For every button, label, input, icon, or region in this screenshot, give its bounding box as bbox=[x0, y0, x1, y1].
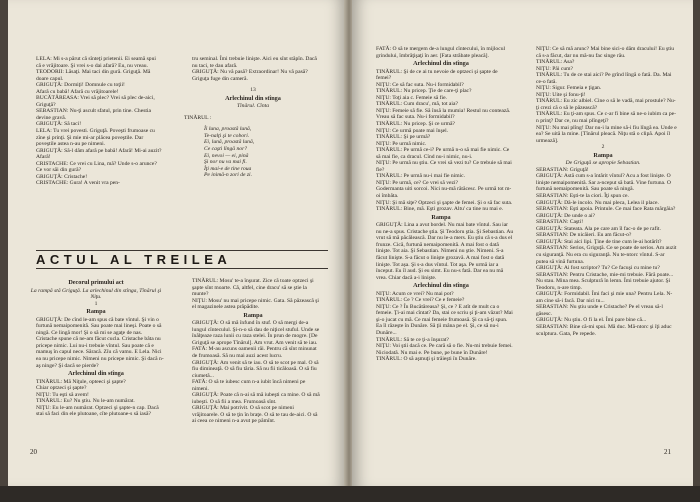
dialogue-line: GRIGUŢĂ: Dă-le incolo. Nu mai pleca, Lelea il place. bbox=[536, 199, 659, 206]
scene-1-number: 1 bbox=[94, 300, 98, 307]
dialogue-line: GRIGUŢĂ: Nu ştiu. O fi la el. Îmi pare bine că... bbox=[536, 317, 647, 324]
dialogue-line: TINĂRUL: Mă Niţule, opteeci şi şapte? bbox=[36, 378, 126, 385]
song-verses bbox=[184, 126, 322, 178]
dialogue-line: NIŢU: Păi cum? bbox=[536, 65, 573, 72]
dialogue-line: CRISTACHE: Ce vrei cu Lina, mă? Unde s-o arunce? Ce vor săi din gură? bbox=[36, 160, 157, 174]
dialogue-line: SEBASTIAN: Serios, Griguţă. Ce se poate de serios. Am auzit cu siguranţă. Nu era cu siguranţă. Nu te-ntorc vîntul. S-ar putea să vină furtuna. bbox=[536, 245, 677, 265]
dialogue-line: TINĂRUL: Să te ce ţi-a înşurat? bbox=[376, 336, 449, 343]
dialogue-line: NIŢU: Sigur. Femeia e ţigan. bbox=[536, 85, 602, 92]
dialogue-line: LELA: Mi s-a părut că sînteţi prietenii. Ei seamă spui că e vrăjitoare. Şi vrei s-o dai afară? Eu, nu vreau. bbox=[36, 56, 156, 69]
dialogue-line: GRIGUŢĂ: Am venit să te iau. O să te scot pe mal. O să fiu dimineaţă. O să fiu tăria. Să nu fii ticăloasă. O să fiu ciumetă... bbox=[192, 359, 319, 379]
dialogue-line: TINĂRUL: Mosu' te-a înşurat. Zice că toate optzeci şi şapte sînt moarte. Că, altfel, cine dracu' să se ştie la munte? bbox=[192, 278, 314, 298]
dialogue-line: NIŢU: Acum ce vrei? Nu mai pot? bbox=[376, 290, 454, 297]
dialogue-line: NIŢU: Femeie să fie. Să însă la mumia! Restul nu contează. Vreau să fac suta. Nu-i formidabil? bbox=[376, 107, 511, 121]
dialogue-line: SEBASTIAN: Caşti! bbox=[536, 219, 584, 226]
verse-line: Îţi mai-e de tine roua bbox=[204, 165, 252, 172]
dialogue-line: GRIGUŢĂ: Astă cum s-a întărit vîntul? Acu a fost linişte. O linişte nemaipomenită. Sar a-nceput să bată. Vine furtuna. O furtună nemaipomenită. Sau poate să ningă. bbox=[536, 173, 671, 193]
rampa-heading-left: Rampa bbox=[243, 311, 263, 319]
dialogue-line: NIŢU: Şi mă siţe? Optzeci şi şapte de femei. Şi o să fac suta. bbox=[376, 199, 513, 206]
act-rule-top bbox=[36, 250, 328, 251]
left-col2-top bbox=[184, 56, 322, 179]
scene-13-number: 13 bbox=[250, 87, 256, 94]
dialogue-line: TINĂRUL: Pe urmă ce-i? Pe urmă n-o să mai fie nimic. Ce să mai fie, ca dracul. Cînd nu-i nimic, nu-i. bbox=[376, 147, 510, 160]
dialogue-line: NIŢU: Eu le-am numărat. Optzeci şi şapte-n cap. Dacă stai să faci din ele plutoane, cîte plutoane-s să iasă? bbox=[36, 404, 159, 418]
decor-heading: Decorul primului act bbox=[68, 279, 124, 286]
dialogue-line: GRIGUŢĂ: O să mă înfund în stuf. O să mergi de-a lungul cînteculul. Şi-n-o să dau de niţicel stuful. Unde se înălţeaze raza lunii cu raza stelei. În prun de mogre. [De Griguţă se aprope Tînărul]. Am vrut. Am venit să te iau. bbox=[192, 320, 320, 346]
dialogue-line: GRIGUŢĂ: De unde o ai? bbox=[536, 212, 596, 219]
scene-2-number: 2 bbox=[601, 144, 605, 151]
dialogue-line: GRIGUŢĂ: Formidabil. Îmi faci şi mie una? Pentru Lela. N-am cine să-i facă. Dar nici tu... bbox=[536, 291, 673, 304]
dialogue-line: GRIGUŢĂ: Stateata. Ala pe care am îl fac-o de pe rafit. bbox=[536, 225, 661, 232]
dialogue-line: SEBASTIAN: Bine că-mi spui. Mă duc. Mă-ntorc şi îţi aduc sculptura. Gata, Pe repede. bbox=[536, 323, 672, 337]
dialogue-line: TINĂRUL: Eu ţi-am spus. Ce c-ar fi bine să ne-o iubim ca pe-n prinţ? Dar ce, nu mai plîngeţi? bbox=[536, 111, 676, 125]
scene-1-rampa: Rampa bbox=[86, 308, 106, 316]
dialogue-line: SEBASTIAN: Nu-ţi ascult sfatul, prin tine. Chestia devine gravă. bbox=[36, 108, 151, 121]
dialogue-line: TINĂRUL: Ce ? Ce vrei? Ce e femeie? bbox=[376, 297, 465, 304]
right-col3 bbox=[368, 46, 514, 363]
right-col4 bbox=[528, 46, 678, 337]
dialogue-line: NIŢU: Voi ştii dacă ce. Pe cară să o fie. Nu-mi trebuie femei. Niciodată. Nu mai e. Pe bune, pe bune în Dunăre! bbox=[376, 343, 513, 356]
dialogue-line: SEBASTIAN: Nu ştiu unde e Cristache? Pe el vreau să-l găsesc. bbox=[536, 304, 663, 317]
act-title: ACTUL AL TREILEA bbox=[36, 252, 232, 267]
left-col1-bottom bbox=[28, 278, 164, 418]
dialogue-line: GRIGUŢĂ: Poate că n-ai să mă iubeşti ca mine. O să mă iubeşti. O să fii a mea. Frumoasă sînt. bbox=[192, 392, 320, 405]
dialogue-line: GRIGUŢĂ: Mai potrivit. O să scot pe nimeni vrăjitoarele. O să te ţin în braţe. O să te tau de-aici. O să ai ceea ce nimeni n-a avut pe pămînt. bbox=[192, 405, 318, 425]
dialogue-line: GRIGUŢĂ: Cristache! bbox=[36, 173, 88, 180]
dialogue-line: GRIGUŢĂ: Dormiţi! Domnule cu toţii! bbox=[36, 82, 125, 89]
dialogue-line: TINĂRUL: Eu? Nu ştiu. Nu le-am numărat. bbox=[36, 398, 135, 405]
page-number-right: 21 bbox=[664, 448, 671, 456]
rampa-heading-right: Rampa bbox=[431, 213, 451, 221]
dialogue-line: GRIGUŢĂ: Stai aici lipi. Ţine de tine cum le-ai hotărît? bbox=[536, 238, 662, 245]
act-rule-bottom bbox=[36, 268, 328, 269]
dialogue-line: SEBASTIAN: Griguţă! bbox=[536, 166, 589, 173]
dialogue-line: SEBASTIAN: Eşti apoia. Printule. Ce mai face Rata mărgăia? bbox=[536, 206, 676, 213]
scene-arlechin-heading: Arlechinul din stînga bbox=[68, 370, 124, 378]
dialogue-line: NIŢU: Ce să fac suta. Nu-i formidabil? bbox=[376, 81, 464, 88]
dialogue-line: GRIGUŢĂ: Ai fost scriptor? Tu? Ce facuşi cu mine tu? bbox=[536, 265, 660, 272]
dialogue-line: NIŢU: Uite şi fonu-ţi! bbox=[536, 91, 586, 98]
dialogue-line: NIŢU: Ce ? În Bucătăreasa? Şi, ce ? E atît de mult ca o femeie. Ţi-ai mai cîntat? Da, stai ce scriu şi ţi-am văzut? Mai şi-o jucat cu mă. Ce mai femeie frumoasă. Şi ca să-ţi spun. Ea îl răzeşte în Dunăre. Să ţii mâna pe el. Şi, ce să nu-i Dunăre... bbox=[376, 303, 513, 336]
dialogue-line: TINĂRUL: Nu pricep. Şi ce urmă? bbox=[376, 121, 455, 128]
decor-description: La rampă stă Griguţă. La arlechinul din stînga, Tînărul şi Niţu. bbox=[30, 287, 162, 301]
scene-13-sub: Tînărul. Cînta bbox=[236, 103, 270, 110]
right-page bbox=[352, 0, 693, 486]
arlechin-heading-top: Arlechinul din stînga bbox=[413, 60, 469, 68]
book-bottom-edge bbox=[0, 486, 700, 502]
arlechin-heading-right: Arlechinul din stînga bbox=[413, 282, 469, 290]
left-col1-top bbox=[28, 56, 162, 187]
dialogue-line: NIŢU: Ce urmă poate mai înşel. bbox=[376, 127, 449, 134]
dialogue-line: TINĂRUL: Şi pe urmă? bbox=[376, 134, 431, 141]
dialogue-line: TINĂRUL: Tu de ce stai aici? Pe grînd lîngă o fată. Da. Mai ce-o fată. bbox=[536, 72, 672, 85]
dialogue-line: NIŢU: Mosu' nu mai pricepe nimic. Gata. Să păzească şi el magazinele astea prăpădite. bbox=[192, 297, 319, 311]
dialogue-line: Griguţa fuge din cameră. bbox=[192, 75, 248, 82]
dialogue-line: GRIGUŢĂ: Să-l dăm afară pe babă! Afară! Mi-ai auzit? Afară! bbox=[36, 147, 162, 161]
scene-2-sub: De Griguţă se apropie Sebastian. bbox=[565, 160, 641, 167]
verse-line: Şi nor nu va mai fi. bbox=[204, 159, 247, 166]
dialogue-line: GRIGUŢĂ: Lina a avut bordel. Nu mai bate vîntul. Sau iar nu ne-a spus. Cristache ştia. Şi Teodoru ştia. Şi Sebastian. Au vrut să mă păcălească. Dar nu le-a mers. Eu ştiu că s-a dus el frunze. Cică, furtună nemaipomenită. A mai fost o dată linişte. Tot aia. Şi Sebastian. Nimeni nu ştie. Nimeni. S-a făcut linişte. S-a făcut o linişte grozavă. A mai fost o dată linişte. Tot așa. Şi s-a dus vîntul. Tot aşa. Pe urmă iar a început. Eu îl aud. Şi eu simt. Eu nu-s fată. Dar ea nu mă vrea. Chiar dacă a-i linişte. bbox=[376, 222, 514, 281]
dialogue-line: TINĂRUL: Bine, mă. Eşti grozav. Altu' ca tine nu mai e. bbox=[376, 206, 504, 213]
dialogue-line: CRISTACHE: Gura! A venit vra pen- bbox=[36, 180, 120, 187]
dialogue-line: NIŢU: Ce să mă arunc? Mai bine sici-o dăm dracului! Eu ştiu că s-a făcut, dar nu mă-nu fac singe rău. bbox=[536, 46, 675, 59]
dialogue-line: BUCĂTĂREASA: Vrei să plec? Vrei să plec de-aici, Griguţă? bbox=[36, 95, 155, 108]
verse-line: Te-nalţi şi te cobori. bbox=[204, 132, 250, 139]
dialogue-line: NIŢU: Nu mai plîng! Dar nu-i la mine să-i fiu lîngă ea. Unde e ea? Se uită la mine. [Tînărul pleacă. Niţu stă o clipă. Apoi îl urmează]. bbox=[536, 124, 677, 144]
dialogue-line: TEODORII: Lăsaţi. Mai taci din gură. Griguţă. Mă doare capul. bbox=[36, 69, 151, 82]
dialogue-line: NIŢU: Pe urmă, ce? Ce vrei să vezi? bbox=[376, 179, 459, 186]
left-page bbox=[8, 0, 346, 486]
scene-13-title: Arlechinul din stînga bbox=[225, 94, 281, 102]
dialogue-line: GRIGUŢĂ: Să taci! bbox=[36, 121, 82, 128]
verse-line: Ce caşti lîngă nor? bbox=[204, 146, 248, 153]
dialogue-line: TINĂRUL: Eu zic albiel. Cine o să le vadă, mai prostule? Nu-ţi crezi că o să le păzească? bbox=[536, 98, 676, 111]
dialogue-line: NIŢU: Pe urmă nu ştiu. Ce vrei să vezi tu? Ce trebuie să mai fie? bbox=[376, 160, 512, 173]
dialogue-line: TINĂRUL: Cum dracu', mă, tot aia? bbox=[376, 101, 458, 108]
dialogue-line: SEBASTIAN: De nicăieri. Eu am făcut-o? bbox=[536, 232, 632, 239]
dialogue-line: Godermanta uiti sorcoi. Nici nu-mă rătăcesc. Pe urmă tot m-oi îmbăta. bbox=[376, 186, 512, 200]
dialogue-line: NIŢU: Pe urmă nimic. bbox=[376, 140, 427, 147]
dialogue-line: TINĂRUL: O să aşmuţi şi trăieşti în Dunăre. bbox=[376, 356, 477, 363]
dialogue-line: SEBASTIAN: Pentru Cristache, mie-mi trebuie. Fără poate... Nu stau. Mina mea. Sculptură în lemn. Îmi trebuie ajutor. Şi Teodoru, n-are timp. bbox=[536, 271, 674, 291]
dialogue-line: FATĂ: O să te mergem de-a lungul cîntecului, în mijlocul grindului, îmbrăţişaţi în aer. [Fata străbate pleacă]. bbox=[376, 46, 506, 59]
verse-line: Ei, nevoi — ei, pină bbox=[204, 152, 249, 159]
dialogue-line: FATĂ: O să te iubesc cum n-a iubit încă nimeni pe nimeni. bbox=[192, 379, 306, 392]
dialogue-line: NIŢU: Tu eşti să avem! bbox=[36, 391, 89, 398]
dialogue-line: LELA: Tu vrei povesti. Griguţă. Poveşti frumoase cu zîne şi prinţi. Şi mie mi-ar plăcea poveştile. Dar poveştile astea n-au pe nimeni. bbox=[36, 128, 155, 148]
verse-line: Îi luna, proastă lună, bbox=[204, 126, 252, 133]
verse-line: Ei, lună, proastă lună, bbox=[204, 139, 255, 146]
dialogue-line: TINĂRUL: Asa? bbox=[536, 59, 575, 66]
dialogue-line: NIŢU: Toţi aia c. Femeie să fie. bbox=[376, 94, 447, 101]
dialogue-line: GRIGUŢĂ: De cînd le-am spus că bate vîntul. Şi vin o furtună nemaipomenită. Sau poate mai lineşi. Poate o să ningă. Ce lingă mor! Şi o să mi se agaţe de nas. Cristache spune că ne-am făcut cucla. Cristache bâta nu pricepe nimic. Lui nu-i trebuie vîntul. Sau poate că e mamuş în capul nece. Săracă. Zîu că vamu. E Lela. Nici ea nu pricepe nimic. Nimeni nu pricepe nimic. Şi dacă n-aş ninge? Şi dacă se pierde? bbox=[36, 316, 164, 369]
dialogue-line: TINĂRUL: Pe urmă nu-i mai fie nimic. bbox=[376, 173, 466, 180]
dialogue-line: TINĂRUL: Şi de ce ai tu nevoie de optzeci şi şapte de femei? bbox=[376, 68, 498, 82]
dialogue-line: tru seminal. Îmi trebuie linişte. Aici eu sînt stăpîn. Dacă nu taci, te dau afară. bbox=[192, 56, 317, 69]
dialogue-line: Afară cu babă! Afară cu vrăjitoarele! bbox=[36, 88, 119, 95]
dialogue-line: FATĂ: M-au ascuns oamenii răi. Pentru că sînt minunat de frumoasă. Să nu mai auzi acest lucru. bbox=[192, 346, 317, 360]
dialogue-line: Chiar optzeci şi şapte? bbox=[36, 385, 87, 392]
left-col2-bottom bbox=[184, 278, 322, 425]
dialogue-line: GRIGUŢĂ: Nu vă pasă? Extraordinar! Nu vă pasă? bbox=[192, 69, 308, 76]
dialogue-line: TINĂRUL: Nu pricep. Ţie de care-ţi plac? bbox=[376, 88, 472, 95]
dialogue-line: SEBASTIAN: Eşti-te la ciori. Îţi spun ce. bbox=[536, 193, 629, 200]
verse-line: Pe inimă-n zori de zi. bbox=[204, 172, 253, 179]
page-number-left: 20 bbox=[30, 448, 37, 456]
scene-2-rampa: Rampa bbox=[593, 151, 613, 159]
scene-13-speaker: TINĂRUL : bbox=[184, 114, 212, 121]
